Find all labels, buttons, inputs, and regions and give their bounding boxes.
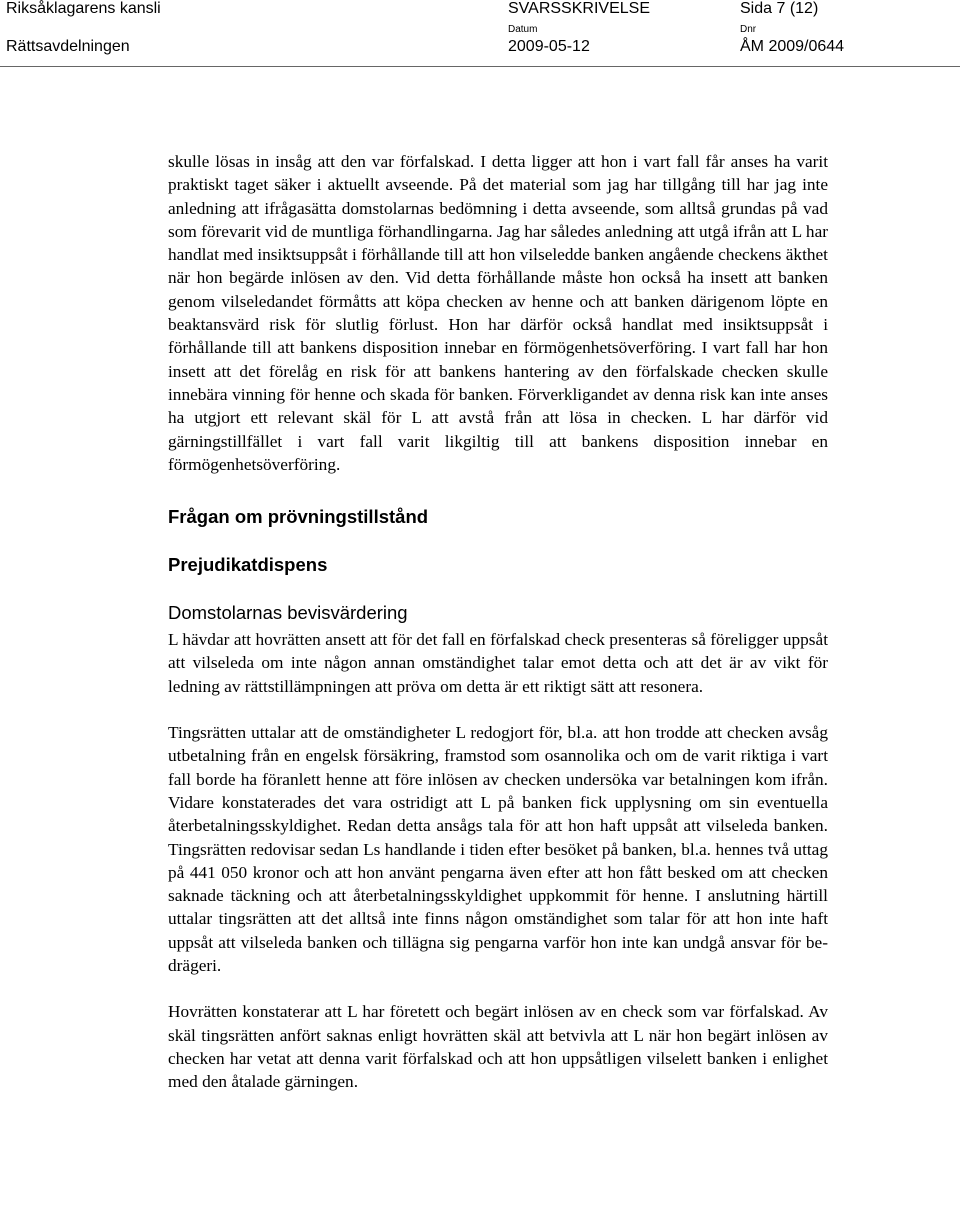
heading-provningstillstand: Frågan om prövningstillstånd: [168, 506, 429, 528]
header-dept: Rättsavdelningen: [6, 38, 130, 55]
header-page: Sida 7 (12): [740, 0, 819, 17]
header-divider: [0, 66, 960, 67]
header-date: 2009-05-12: [508, 38, 590, 55]
paragraph-l-argument: L hävdar att hovrätten ansett att för det fall en förfalskad check presenteras så föreligger uppsåt att vilseleda om inte någon annan omständighet talar emot detta och att det är av vikt för ledning av rättstillämpningen att pröva om detta är ett riktigt sätt att resonera.: [168, 630, 828, 696]
paragraph-hovratten: Hovrätten konstaterar att L har företett och begärt inlösen av en check som var förfalskad. Av skäl tingsrätten anfört saknas enligt hovrätten skäl att betvivla att L när hon begärt inlösen av checken har vetat att denna varit förfalskad och att hon uppsåtligen vilselett banken i enlighet med den åtalade gärningen.: [168, 1002, 828, 1092]
header-doc-type: SVARSSKRIVELSE: [508, 0, 650, 17]
paragraph-assessment: skulle lösas in insåg att den var förfalskad. I detta ligger att hon i vart fall får anses ha varit praktiskt taget säker i aktuellt avseende. På det material som jag har tillgång till har jag inte anledning att ifrågasätta domstolarnas bedömning i detta avseende, som alltså grundas på vad som förevarit vid de muntliga förhandlingarna. Jag har således anledning att utgå ifrån att L har handlat med insiktsuppsåt i förhållande till att hon vilseledde banken angående checkens äkthet när hon begärde inlösen av den. Vid detta förhållande måste hon också ha insett att banken genom vilseledandet förmåtts att köpa checken av henne och att banken därigenom löpte en beaktansvärd risk för slutlig förlust. Hon har därför också handlat med insiktsuppsåt i förhållande till att bankens disposition innebar en förmögenhetsöverföring. I vart fall har hon insett att det förelåg en risk för att bankens hantering av den förfalskade checken skulle innebära vinning för henne och skada för banken. Förverkligandet av denna risk kan inte anses ha utgjort ett relevant skäl för L att avstå från att lösa in checken. L har därför vid gärningstillfället i vart fall varit likgiltig till att bankens disposition innebar en förmögenhetsöverföring.: [168, 152, 828, 474]
paragraph-tingsratten: Tingsrätten uttalar att de omständigheter L redogjort för, bl.a. att hon trodde att checken avsåg utbetalning från en engelsk försäkring, framstod som osannolika och om de varit riktiga i vart fall borde ha föranlett henne att före inlösen av checken undersöka var betalningen kom ifrån. Vidare konstaterades det vara ostridigt att L på banken fick upplysning om sin eventuella återbetalningsskyldighet. Redan detta ansågs tala för att hon haft uppsåt att vilseleda banken. Tingsrätten redovisar sedan Ls handlande i tiden efter besöket på banken, bl.a. hennes två uttag på 441 050 kronor och att hon använt pengarna även efter att hon fått besked om att checken saknade täckning och att återbetalningsskyldighet uppkommit för henne. I anslutning härtill uttalar tingsrätten att det alltså inte finns någon omständighet som talar för att hon inte haft uppsåt att vilseleda banken och tillägna sig pengarna varför hon inte kan undgå ansvar för bedrägeri.: [168, 723, 828, 976]
header-date-label: Datum: [508, 24, 538, 35]
header-dnr-label: Dnr: [740, 24, 757, 35]
heading-bevisvardering: Domstolarnas bevisvärdering: [168, 602, 408, 624]
header-org: Riksåklagarens kansli: [6, 0, 161, 17]
document-body: [168, 150, 828, 1094]
heading-prejudikatdispens: Prejudikatdispens: [168, 554, 328, 576]
header-dnr: ÅM 2009/0644: [740, 38, 845, 55]
